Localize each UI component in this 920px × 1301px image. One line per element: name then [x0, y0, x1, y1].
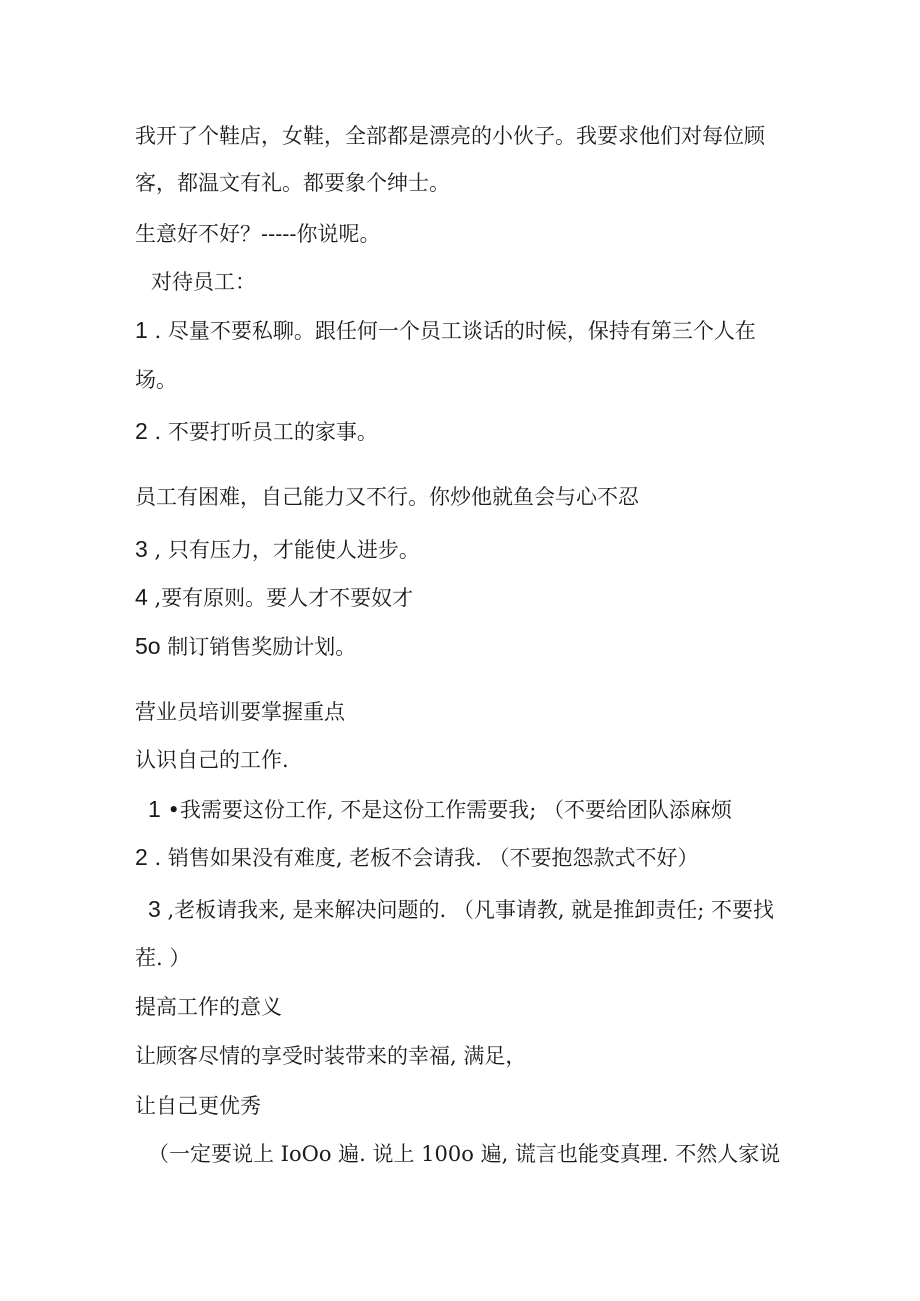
paragraph-line: 让自己更优秀 — [135, 1094, 261, 1118]
paragraph-line: 场。 — [135, 368, 177, 392]
list-item-text: , 只有压力，才能使人进步。 — [154, 538, 420, 562]
list-number: 5o — [135, 633, 161, 659]
list-item — [135, 632, 356, 661]
paragraph-line: 让顾客尽情的享受时装带来的幸福, 满足， — [135, 1044, 527, 1068]
paragraph-line: 生意好不好？-----你说呢。 — [135, 222, 381, 246]
paragraph-line: 茬. ） — [135, 946, 191, 970]
paragraph-line: 员工有困难，自己能力又不行。你炒他就鱼会与心不忍 — [135, 485, 639, 509]
list-item — [135, 417, 378, 446]
list-item-text: . 销售如果没有难度, 老板不会请我. （不要抱怨款式不好） — [154, 846, 699, 870]
section-heading: 营业员培训要掌握重点 — [135, 700, 345, 724]
section-heading: 提高工作的意义 — [135, 995, 282, 1019]
list-item — [148, 895, 774, 924]
paragraph-line: 认识自己的工作. — [135, 748, 289, 772]
list-item-text: ,要有原则。要人才不要奴才 — [154, 586, 414, 610]
list-item-text: 制订销售奖励计划。 — [167, 635, 357, 659]
paragraph-line: 我开了个鞋店，女鞋，全部都是漂亮的小伙子。我要求他们对每位顾 — [135, 124, 765, 148]
list-item — [135, 535, 420, 564]
list-number: 2 — [135, 844, 148, 870]
list-item — [148, 795, 732, 824]
list-item — [135, 583, 413, 612]
list-item-text: . 尽量不要私聊。跟任何一个员工谈话的时候，保持有第三个人在 — [154, 319, 756, 343]
list-item-text: . 不要打听员工的家事。 — [154, 420, 378, 444]
list-number: 2 — [135, 418, 148, 444]
list-item — [135, 843, 699, 872]
list-number: 3 — [135, 536, 148, 562]
paragraph-line: 客，都温文有礼。都要象个绅士。 — [135, 171, 450, 195]
list-number: 4 — [135, 584, 148, 610]
list-item-text: ,老板请我来, 是来解决问题的. （凡事请教, 就是推卸责任; 不要找 — [167, 898, 774, 922]
list-item-text: •我需要这份工作, 不是这份工作需要我; （不要给团队添麻烦 — [167, 798, 732, 822]
list-number: 1 — [148, 796, 161, 822]
list-number: 3 — [148, 896, 161, 922]
list-number: 1 — [135, 317, 148, 343]
paragraph-line: （一定要说上 IoOo 遍. 说上 100o 遍, 谎言也能变真理. 不然人家说 — [148, 1142, 781, 1166]
list-item — [135, 316, 756, 345]
section-heading: 对待员工： — [151, 270, 256, 294]
